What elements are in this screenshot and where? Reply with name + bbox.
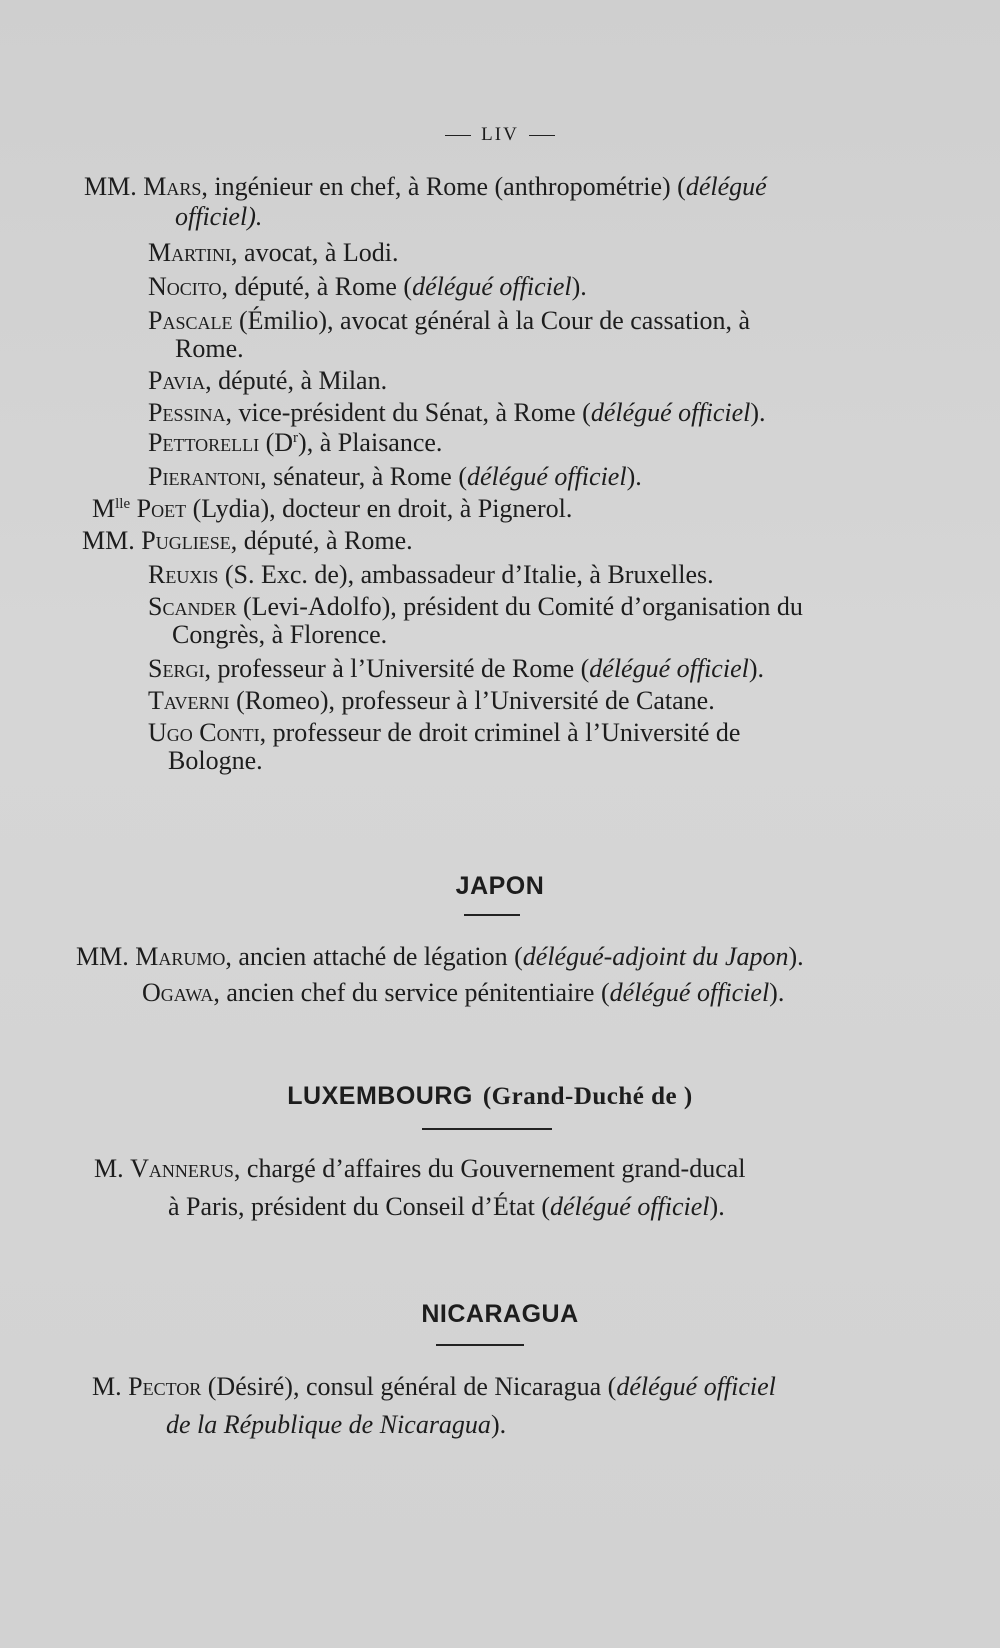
entry-mars: MM. Mars, ingénieur en chef, à Rome (anthropométrie) (délégué — [84, 172, 767, 201]
section-title-nicaragua: NICARAGUA — [421, 1300, 579, 1328]
section-title-japan: JAPON — [455, 872, 545, 900]
entry-vannerus: M. Vannerus, chargé d’affaires du Gouvernement grand-ducal — [94, 1154, 746, 1183]
entry-scander: Scander (Levi-Adolfo), président du Comité d’organisation du — [148, 592, 803, 621]
section-rule — [422, 1128, 552, 1130]
section-rule — [464, 914, 520, 916]
entry-scander-continuation: Congrès, à Florence. — [172, 620, 388, 649]
section-rule — [436, 1344, 524, 1346]
entry-ugo-conti-continuation: Bologne. — [168, 746, 263, 775]
entry-ugo-conti: Ugo Conti, professeur de droit criminel à l’Université de — [148, 718, 741, 747]
entry-martini: Martini, avocat, à Lodi. — [148, 238, 399, 267]
entry-nocito: Nocito, député, à Rome (délégué officiel). — [148, 272, 587, 301]
entry-pettorelli: Pettorelli $(D^r)$, à Plaisance. — [148, 428, 443, 457]
entry-taverni: Taverni (Romeo), professeur à l’Université de Catane. — [148, 686, 715, 715]
entry-sergi: Sergi, professeur à l’Université de Rome (délégué officiel). — [148, 654, 765, 683]
entry-pugliese: MM. Pugliese, député, à Rome. — [82, 526, 413, 555]
entry-vannerus-continuation: à Paris, président du Conseil d’État (délégué officiel). — [168, 1192, 725, 1221]
page-number: LIV — [0, 124, 1000, 146]
entry-poet: $M^{lle}$ Poet (Lydia), docteur en droit, à Pignerol. — [92, 494, 573, 523]
entry-pector: M. Pector (Désiré), consul général de Nicaragua (délégué officiel — [92, 1372, 776, 1401]
entry-pavia: Pavia, député, à Milan. — [148, 366, 388, 395]
section-title-luxembourg: LUXEMBOURG (Grand-Duché de ) — [287, 1082, 693, 1110]
entry-pessina: Pessina, vice-président du Sénat, à Rome (délégué officiel). — [148, 398, 766, 427]
entry-marumo: MM. Marumo, ancien attaché de légation (délégué-adjoint du Japon). — [76, 942, 804, 971]
entry-mars-continuation: officiel). — [175, 202, 263, 231]
entry-reuxis: Reuxis (S. Exc. de), ambassadeur d’Italie, à Bruxelles. — [148, 560, 714, 589]
entry-pierantoni: Pierantoni, sénateur, à Rome (délégué officiel). — [148, 462, 642, 491]
entry-ogawa: Ogawa, ancien chef du service pénitentiaire (délégué officiel). — [142, 978, 785, 1007]
entry-pector-continuation: de la République de Nicaragua). — [166, 1410, 507, 1439]
entry-pascale: Pascale (Émilio), avocat général à la Cour de cassation, à — [148, 306, 751, 335]
entry-pascale-continuation: Rome. — [175, 334, 244, 363]
